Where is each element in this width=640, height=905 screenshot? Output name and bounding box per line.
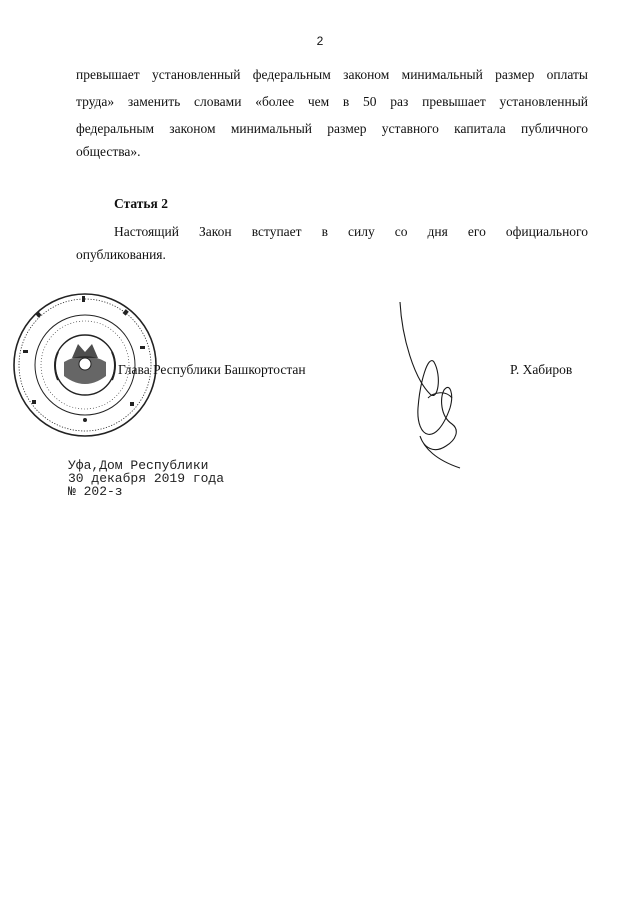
footer-date: 30 декабря 2019 года <box>68 471 225 486</box>
body-line: общества». <box>76 144 141 159</box>
handwritten-signature-icon <box>380 298 490 478</box>
article-heading: Статья 2 <box>114 196 168 211</box>
body-line: федеральным законом минимальный размер уставного капитала публичного <box>76 121 588 136</box>
signatory-title: Глава Республики Башкортостан <box>118 362 306 377</box>
footer-number: № 202-з <box>68 484 123 499</box>
body-line: превышает установленный федеральным законом минимальный размер оплаты <box>76 67 588 82</box>
signatory-name: Р. Хабиров <box>510 362 573 377</box>
article-line: Настоящий Закон вступает в силу со дня его официального <box>114 224 588 239</box>
body-line: труда» заменить словами «более чем в 50 раз превышает установленный <box>76 94 588 109</box>
footer-place: Уфа,Дом Республики <box>68 458 209 473</box>
page-number: 2 <box>316 34 324 48</box>
article-line: опубликования. <box>76 247 166 262</box>
